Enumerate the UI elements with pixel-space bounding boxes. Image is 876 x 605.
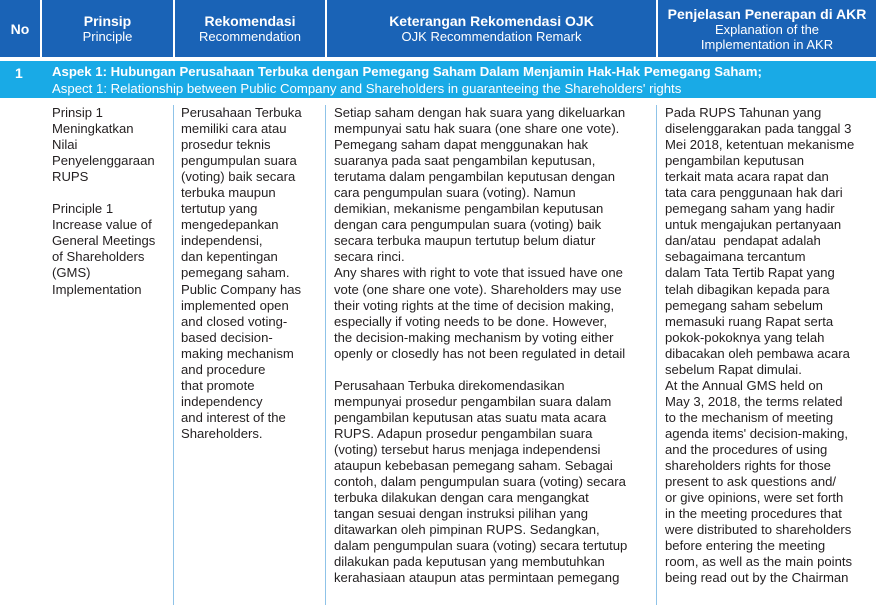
header-explanation-id: Penjelasan Penerapan di AKR xyxy=(667,5,867,22)
header-recommendation-en: Recommendation xyxy=(199,29,301,44)
principle-cell: Prinsip 1 Meningkatkan Nilai Penyelenggaraan RUPS Principle 1 Increase value of General Meetings of Shareholders (GMS) Implementation xyxy=(52,105,156,297)
header-remark-en: OJK Recommendation Remark xyxy=(401,29,582,44)
header-explanation-en-2: Implementation in AKR xyxy=(700,36,834,52)
header-explanation-en-1: Explanation of the xyxy=(714,21,820,37)
recommendation-cell: Perusahaan Terbuka memiliki cara atau prosedur teknis pengumpulan suara (voting) baik secara terbuka maupun tertutup yang mengedepankan independensi, dan kepentingan pemegang saham. Public Company has implemented open and closed voting- based decision- making mechanism and procedure that promote independency and interest of the Shareholders. xyxy=(181,105,302,441)
section-title-id: Aspek 1: Hubungan Perusahaan Terbuka dengan Pemegang Saham Dalam Menjamin Hak-Hak Pemegang Saham; xyxy=(52,64,762,79)
header-principle-en: Principle xyxy=(82,29,133,44)
explanation-cell: Pada RUPS Tahunan yang diselenggarakan pada tanggal 3 Mei 2018, ketentuan mekanisme pengambilan keputusan terkait mata acara rapat dan tata cara penggunaan hak dari pemegang saham yang hadir untuk mengajukan pertanyaan dan/atau pendapat adalah sebagaimana tercantum dalam Tata Tertib Rapat yang telah dibagikan kepada para pemegang saham sebelum memasuki ruang Rapat serta pokok-pokoknya yang telah dibacakan oleh pembawa acara sebelum Rapat dimulai. At the Annual GMS held on May 3, 2018, the terms related to the mechanism of meeting agenda items' decision-making, and the procedures of using shareholders rights for those present to ask questions and/ or give opinions, were set forth in the meeting procedures that were distributed to shareholders before entering the meeting room, as well as the main points being read out by the Chairman xyxy=(665,105,855,586)
section-title-en: Aspect 1: Relationship between Public Company and Shareholders in guaranteeing the Shareholders' rights xyxy=(52,81,682,96)
header-principle-id: Prinsip xyxy=(83,13,132,29)
header-no: No xyxy=(10,20,30,37)
remark-cell: Setiap saham dengan hak suara yang dikeluarkan mempunyai satu hak suara (one share one vote). Pemegang saham dapat menggunakan hak suaranya pada saat pengambilan keputusan, terutama dalam pengambilan keputusan dengan cara pengumpulan suara (voting). Namun demikian, mekanisme pengambilan keputusan dengan cara pengumpulan suara (voting) baik secara terbuka maupun tertutup belum diatur secara rinci. Any shares with right to vote that issued have one vote (one share one vote). Shareholders may use their voting rights at the time of decision making, especially if voting needs to be done. However, the decision-making mechanism by voting either openly or closedly has not been regulated in detail Perusahaan Terbuka direkomendasikan mempunyai prosedur pengambilan suara dalam pengambilan keputusan atas suatu mata acara RUPS. Adapun prosedur pengambilan suara (voting) tersebut harus menjaga independensi ataupun kebebasan pemegang saham. Sebagai contoh, dalam pengumpulan suara (voting) secara terbuka dilakukan dengan cara mengangkat tangan sesuai dengan instruksi pilihan yang ditawarkan oleh pimpinan RUPS. Sedangkan, dalam pengumpulan suara (voting) secara tertutup dilakukan pada keputusan yang membutuhkan kerahasiaan ataupun atas permintaan pemegang xyxy=(334,105,628,586)
header-recommendation-cell xyxy=(175,0,325,57)
header-remark-id: Keterangan Rekomendasi OJK xyxy=(389,13,594,29)
header-principle-cell xyxy=(42,0,173,57)
header-no-cell xyxy=(0,0,40,57)
column-divider xyxy=(656,105,657,605)
section-row xyxy=(0,61,876,98)
column-divider xyxy=(173,105,174,605)
header-remark-cell xyxy=(327,0,656,57)
header-recommendation-id: Rekomendasi xyxy=(204,13,296,29)
table-header xyxy=(0,0,876,57)
column-divider xyxy=(325,105,326,605)
section-number: 1 xyxy=(15,65,23,81)
header-explanation-cell xyxy=(658,0,876,57)
